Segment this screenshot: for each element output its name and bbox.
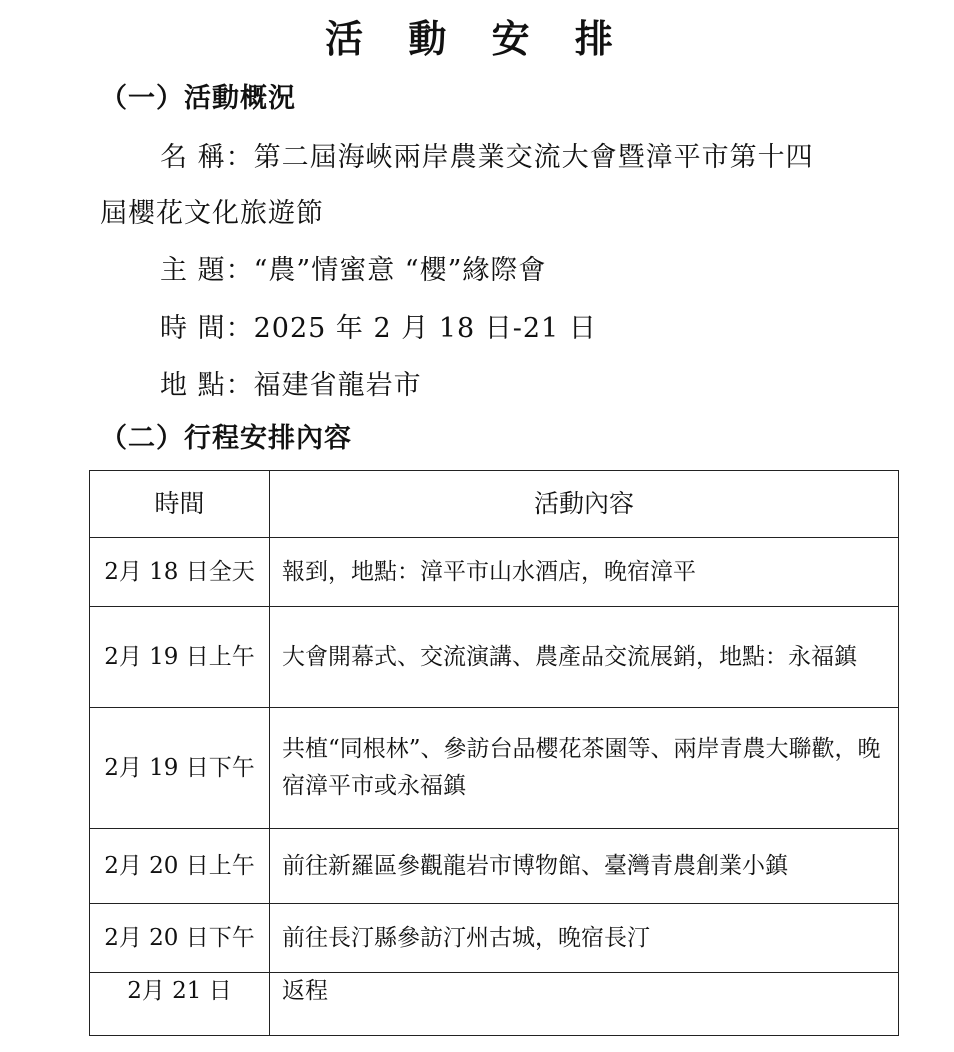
time-line [160,306,597,345]
row-content: 前往長汀縣參訪汀州古城，晚宿長汀 [270,904,899,973]
theme-line [160,248,546,287]
row-time: 2月 19 日上午 [90,607,270,708]
table-header-row [90,471,899,538]
theme-value: “農”情蜜意 “櫻”緣際會 [253,255,547,286]
section-heading-overview: （一）活動概況 [100,83,296,114]
schedule-table [89,470,899,1036]
row-time: 2月 18 日全天 [90,538,270,607]
row-time: 2月 20 日上午 [90,829,270,904]
header-time: 時間 [90,471,270,538]
table-row [90,973,899,1036]
place-value: 福建省龍岩市 [253,370,422,401]
row-content: 大會開幕式、交流演講、農產品交流展銷，地點：永福鎮 [270,607,899,708]
row-time: 2月 21 日 [90,973,270,1036]
place-line [160,363,422,402]
table-row [90,538,899,607]
row-content: 報到，地點：漳平市山水酒店，晚宿漳平 [270,538,899,607]
time-value: 2025 年 2 月 18 日-21 日 [253,313,597,344]
row-time: 2月 19 日下午 [90,708,270,829]
row-content: 返程 [270,973,899,1036]
place-label: 地 點： [160,370,254,401]
theme-label: 主 題： [160,255,254,286]
name-value: 第二屆海峽兩岸農業交流大會暨漳平市第十四 [253,142,814,173]
row-content: 共植“同根林”、參訪台品櫻花茶園等、兩岸青農大聯歡，晚宿漳平市或永福鎮 [270,708,899,829]
header-content: 活動內容 [270,471,899,538]
table-row [90,607,899,708]
name-value-continued: 屆櫻花文化旅遊節 [100,198,324,229]
page-title: 活 動 安 排 [325,17,629,61]
table-row [90,829,899,904]
name-line [160,135,814,174]
name-label: 名 稱： [160,142,254,173]
row-time: 2月 20 日下午 [90,904,270,973]
row-content: 前往新羅區參觀龍岩市博物館、臺灣青農創業小鎮 [270,829,899,904]
table-row [90,708,899,829]
time-label: 時 間： [160,313,254,344]
section-heading-schedule: （二）行程安排內容 [100,423,352,454]
table-row [90,904,899,973]
